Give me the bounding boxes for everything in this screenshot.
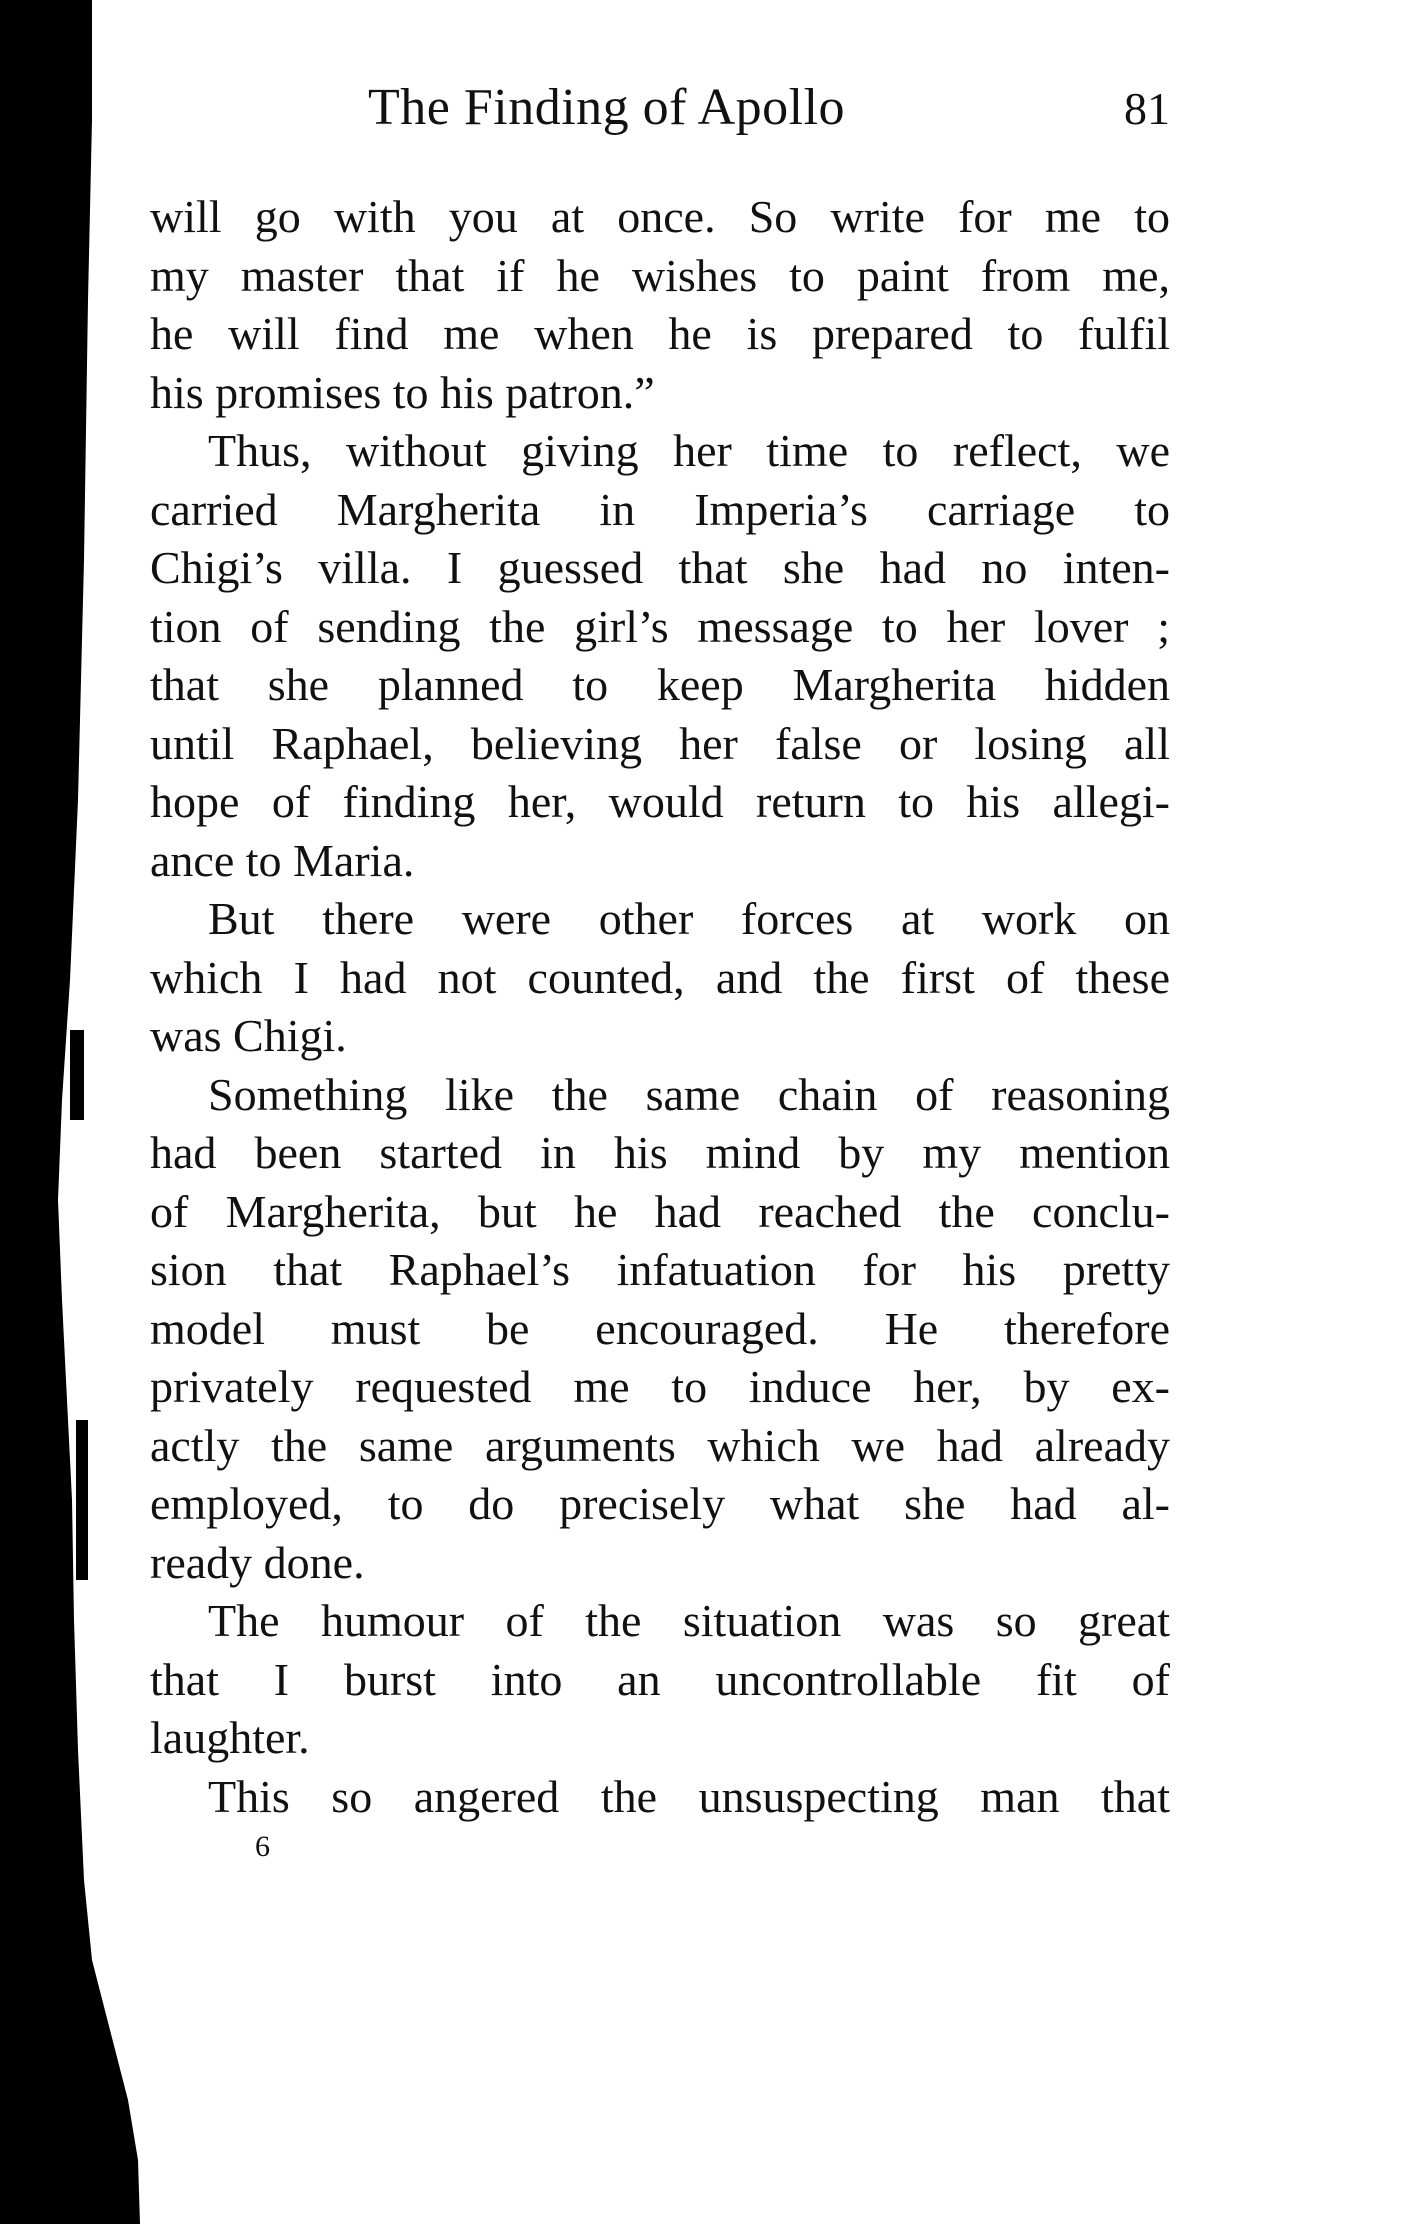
body-text (150, 188, 1170, 1826)
signature-mark: 6 (255, 1830, 270, 1863)
scanned-binding-shadow (0, 0, 140, 2224)
running-head (150, 78, 1170, 148)
text-line: my master that if he wishes to paint from me, (150, 249, 1170, 301)
text-line: Chigi’s villa. I guessed that she had no inten- (150, 542, 1170, 593)
text-line: until Raphael, believing her false or losing all (150, 717, 1170, 769)
text-line: actly the same arguments which we had already (150, 1419, 1170, 1471)
text-line: his promises to his patron.” (150, 366, 655, 418)
text-line: The humour of the situation was so great (208, 1595, 1170, 1646)
text-line: tion of sending the girl’s message to her lover ; (150, 600, 1170, 652)
text-line: But there were other forces at work on (208, 893, 1170, 944)
text-line: laughter. (150, 1712, 310, 1763)
text-line: employed, to do precisely what she had al- (150, 1478, 1170, 1529)
page-number: 81 (1124, 83, 1170, 134)
text-line: that she planned to keep Margherita hidden (150, 659, 1170, 710)
text-line: model must be encouraged. He therefore (150, 1302, 1170, 1354)
text-line: sion that Raphael’s infatuation for his pretty (150, 1244, 1170, 1295)
text-line: Thus, without giving her time to reflect, we (208, 425, 1170, 476)
text-line: ready done. (150, 1536, 365, 1588)
text-line: This so angered the unsuspecting man that (208, 1770, 1170, 1822)
text-line: of Margherita, but he had reached the conclu- (150, 1185, 1170, 1237)
text-line: will go with you at once. So write for me to (150, 191, 1170, 242)
text-line: which I had not counted, and the first of these (150, 951, 1170, 1003)
text-line: ance to Maria. (150, 834, 415, 886)
running-title: The Finding of Apollo (368, 79, 846, 136)
text-line: had been started in his mind by my mention (150, 1127, 1170, 1178)
text-line: Something like the same chain of reasoning (208, 1068, 1170, 1120)
text-line: hope of finding her, would return to his allegi- (150, 776, 1170, 827)
text-line: he will find me when he is prepared to fulfil (150, 308, 1170, 359)
text-line: was Chigi. (150, 1010, 347, 1061)
text-line: carried Margherita in Imperia’s carriage to (150, 483, 1170, 535)
text-line: privately requested me to induce her, by ex- (150, 1361, 1170, 1412)
text-line: that I burst into an uncontrollable fit of (150, 1653, 1170, 1705)
